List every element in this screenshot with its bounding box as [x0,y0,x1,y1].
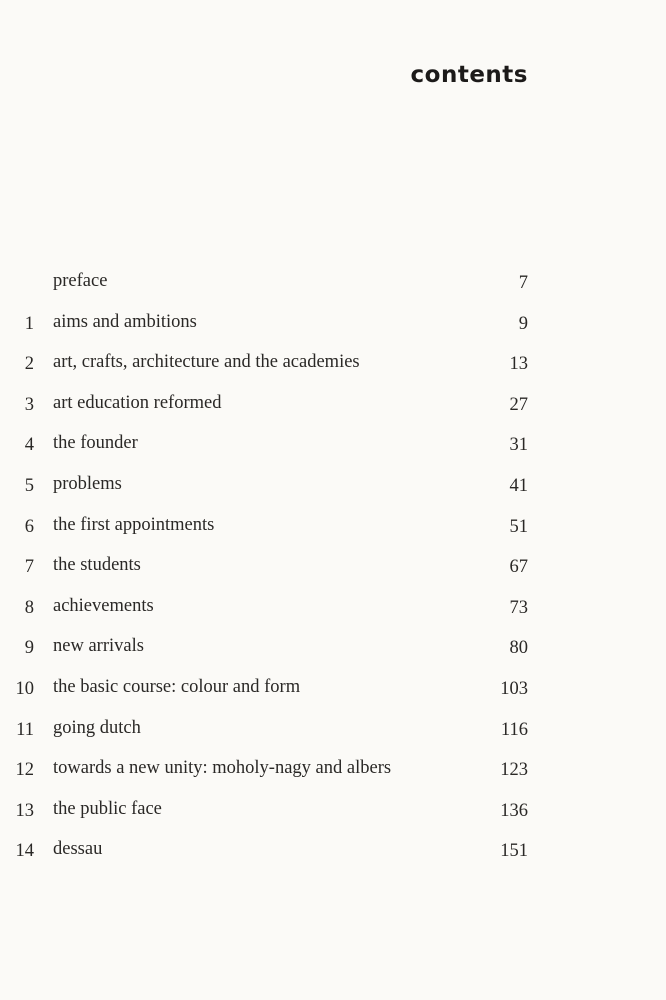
toc-entry [0,549,666,590]
chapter-title: preface [53,271,108,291]
chapter-title: dessau [53,839,103,860]
chapter-number: 11 [16,719,34,740]
toc-entry [0,468,666,509]
chapter-title: art education reformed [53,392,222,413]
chapter-title: the students [53,555,141,576]
chapter-title: the founder [53,433,138,454]
chapter-number: 13 [15,800,34,821]
chapter-number: 8 [24,597,34,618]
toc-entry [0,427,666,468]
page-number: 51 [509,516,528,537]
page-number: 67 [509,557,528,578]
chapter-number: 2 [24,354,34,375]
page-number: 13 [509,354,528,375]
toc-entry [0,833,666,874]
chapter-title: aims and ambitions [53,311,197,332]
chapter-number: 10 [15,678,34,699]
chapter-title: the public face [53,798,162,819]
page-number: 7 [518,273,528,293]
toc-entry [0,671,666,712]
chapter-title: new arrivals [53,636,144,657]
chapter-number: 9 [24,638,34,659]
toc-entry [0,346,666,387]
chapter-number: 1 [24,313,34,334]
toc-entry [0,590,666,631]
page-number: 9 [518,313,528,334]
chapter-number: 14 [15,841,34,862]
page-number: 80 [509,638,528,659]
page-number: 31 [509,435,528,456]
chapter-title: achievements [53,595,154,616]
toc-entry [0,793,666,834]
page-number: 103 [500,678,528,699]
chapter-number: 3 [24,394,34,415]
chapter-title: problems [53,473,122,494]
toc-entry [0,752,666,793]
toc-entry [0,265,666,306]
page-number: 73 [509,597,528,618]
toc-entry [0,306,666,347]
chapter-title: the first appointments [53,514,215,535]
page-number: 41 [509,475,528,496]
toc-entry [0,712,666,753]
page-number: 123 [500,760,528,781]
toc-entry [0,387,666,428]
chapter-number: 12 [15,760,34,781]
page-number: 27 [509,394,528,415]
chapter-number: 7 [24,557,34,578]
table-of-contents [0,265,666,874]
page-number: 136 [500,800,528,821]
chapter-title: the basic course: colour and form [53,676,301,697]
chapter-number: 4 [24,435,34,456]
page-number: 151 [500,841,528,862]
page-title: contents [410,62,528,88]
chapter-title: towards a new unity: moholy-nagy and albers [53,758,392,779]
chapter-number: 6 [24,516,34,537]
page-number: 116 [500,719,528,740]
toc-entry [0,509,666,550]
chapter-title: going dutch [53,717,141,738]
chapter-number: 5 [24,475,34,496]
toc-entry [0,630,666,671]
chapter-title: art, crafts, architecture and the academies [53,352,360,373]
